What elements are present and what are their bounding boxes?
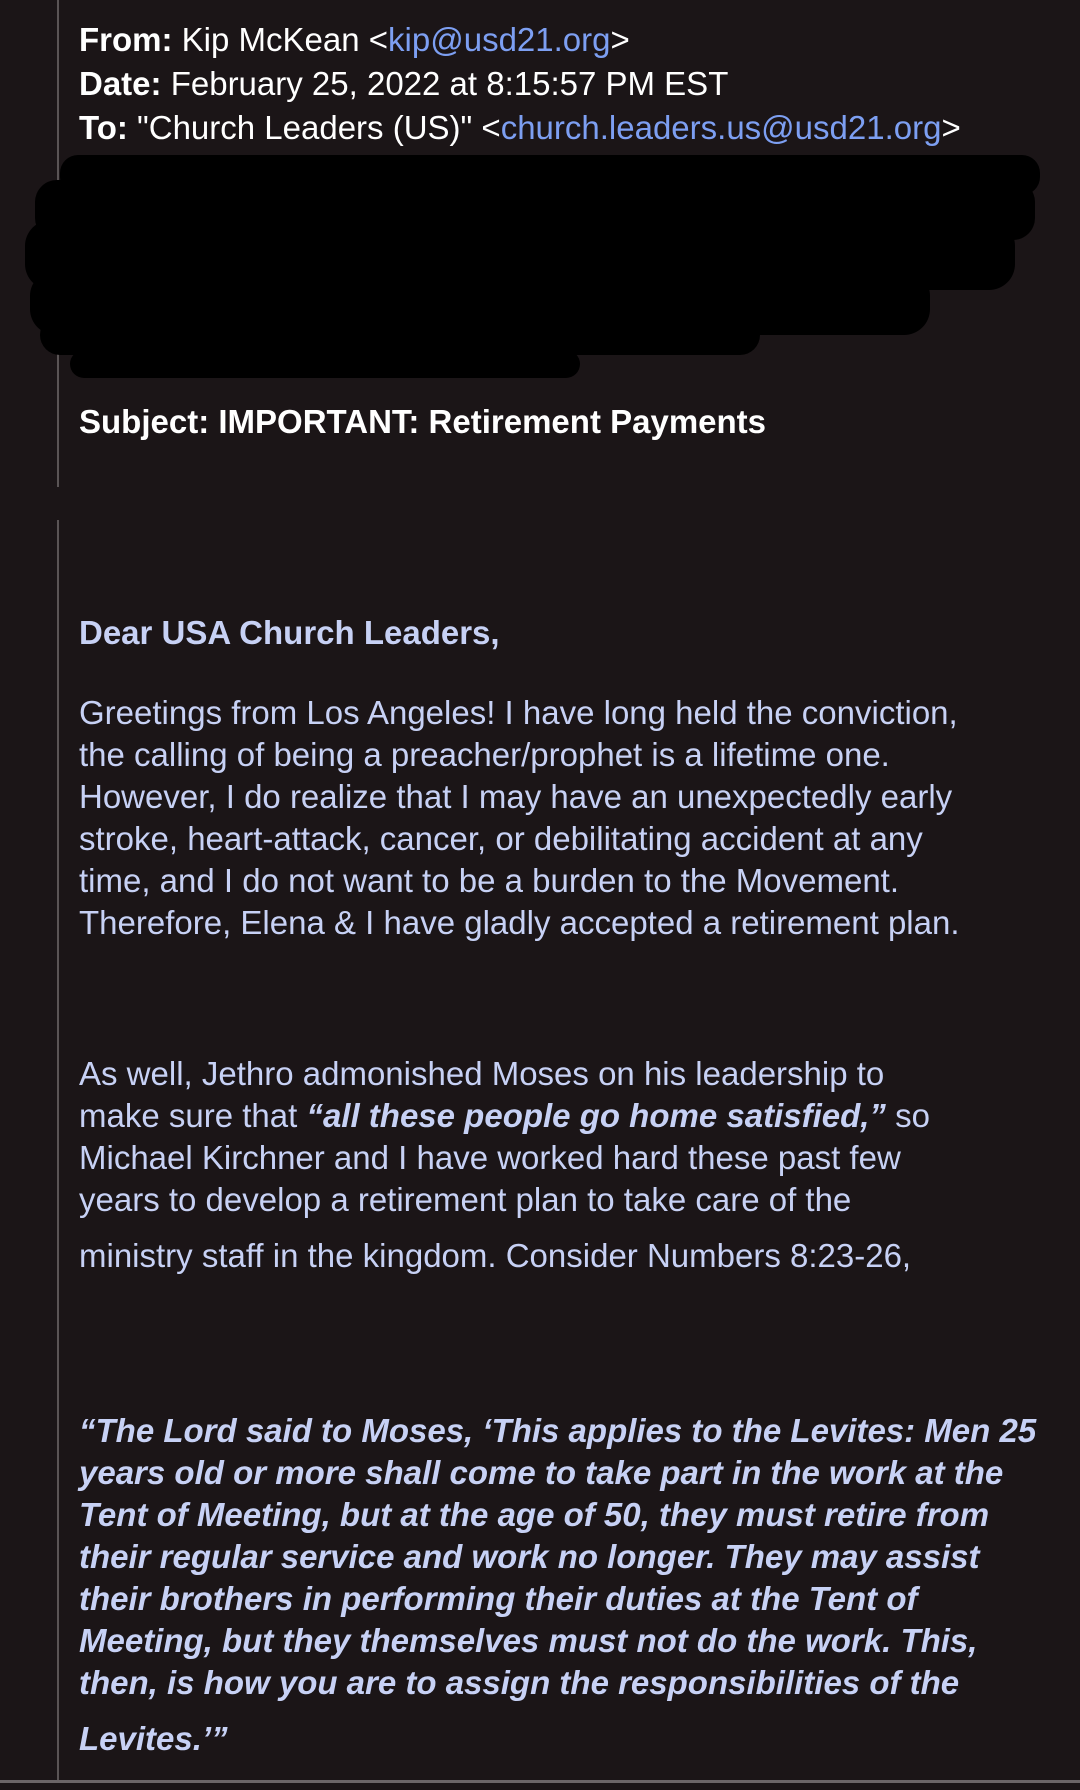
paragraph-line bbox=[79, 1095, 1059, 1137]
paragraph-line: time, and I do not want to be a burden to the Movement. bbox=[79, 862, 900, 899]
scripture-line: “The Lord said to Moses, ‘This applies to the Levites: Men 25 bbox=[79, 1412, 1037, 1449]
emphasized-quote: “all these people go home satisfied,” bbox=[306, 1097, 886, 1134]
to-line bbox=[79, 106, 1059, 150]
date-line bbox=[79, 62, 1059, 106]
date-label: Date: bbox=[79, 65, 162, 102]
to-label: To: bbox=[79, 109, 128, 146]
scripture-quote bbox=[79, 1410, 1059, 1760]
paragraph-line: Greetings from Los Angeles! I have long held the conviction, bbox=[79, 694, 958, 731]
scripture-line: then, is how you are to assign the responsibilities of the bbox=[79, 1664, 960, 1701]
quote-bar-body bbox=[57, 520, 59, 1782]
to-name: "Church Leaders (US)" < bbox=[137, 109, 501, 146]
date-value: February 25, 2022 at 8:15:57 PM EST bbox=[170, 65, 729, 102]
from-close: > bbox=[610, 21, 630, 58]
scripture-line: years old or more shall come to take part in the work at the bbox=[79, 1454, 1004, 1491]
scripture-line: Meeting, but they themselves must not do the work. This, bbox=[79, 1622, 978, 1659]
paragraph-line: stroke, heart-attack, cancer, or debilitating accident at any bbox=[79, 820, 923, 857]
from-name: Kip McKean < bbox=[181, 21, 389, 58]
paragraph-line: Michael Kirchner and I have worked hard these past few bbox=[79, 1139, 901, 1176]
from-email-link[interactable]: kip@usd21.org bbox=[388, 21, 611, 58]
redaction-scribble bbox=[40, 315, 760, 355]
text-run: make sure that bbox=[79, 1097, 307, 1134]
from-line bbox=[79, 18, 1059, 62]
paragraph-1 bbox=[79, 692, 1059, 944]
subject-label: Subject: bbox=[79, 403, 210, 440]
email-header bbox=[79, 18, 1059, 150]
subject-value: IMPORTANT: Retirement Payments bbox=[218, 403, 767, 440]
paragraph-2 bbox=[79, 1053, 1059, 1277]
scripture-line: Tent of Meeting, but at the age of 50, they must retire from bbox=[79, 1496, 990, 1533]
text-run: so bbox=[885, 1097, 930, 1134]
subject-line bbox=[79, 400, 766, 444]
to-email-link[interactable]: church.leaders.us@usd21.org bbox=[500, 109, 942, 146]
paragraph-line: ministry staff in the kingdom. Consider Numbers 8:23-26, bbox=[79, 1237, 912, 1274]
to-close: > bbox=[941, 109, 961, 146]
paragraph-line: However, I do realize that I may have an unexpectedly early bbox=[79, 778, 953, 815]
scripture-line: Levites.’” bbox=[79, 1720, 228, 1757]
paragraph-line: As well, Jethro admonished Moses on his leadership to bbox=[79, 1055, 885, 1092]
from-label: From: bbox=[79, 21, 173, 58]
greeting: Dear USA Church Leaders, bbox=[79, 614, 500, 651]
redaction-scribble bbox=[70, 350, 580, 378]
divider bbox=[0, 1780, 1080, 1783]
scripture-line: their regular service and work no longer. They may assist bbox=[79, 1538, 980, 1575]
paragraph-line: Therefore, Elena & I have gladly accepted a retirement plan. bbox=[79, 904, 960, 941]
scripture-line: their brothers in performing their duties at the Tent of bbox=[79, 1580, 918, 1617]
paragraph-line: years to develop a retirement plan to take care of the bbox=[79, 1181, 852, 1218]
paragraph-line: the calling of being a preacher/prophet is a lifetime one. bbox=[79, 736, 890, 773]
